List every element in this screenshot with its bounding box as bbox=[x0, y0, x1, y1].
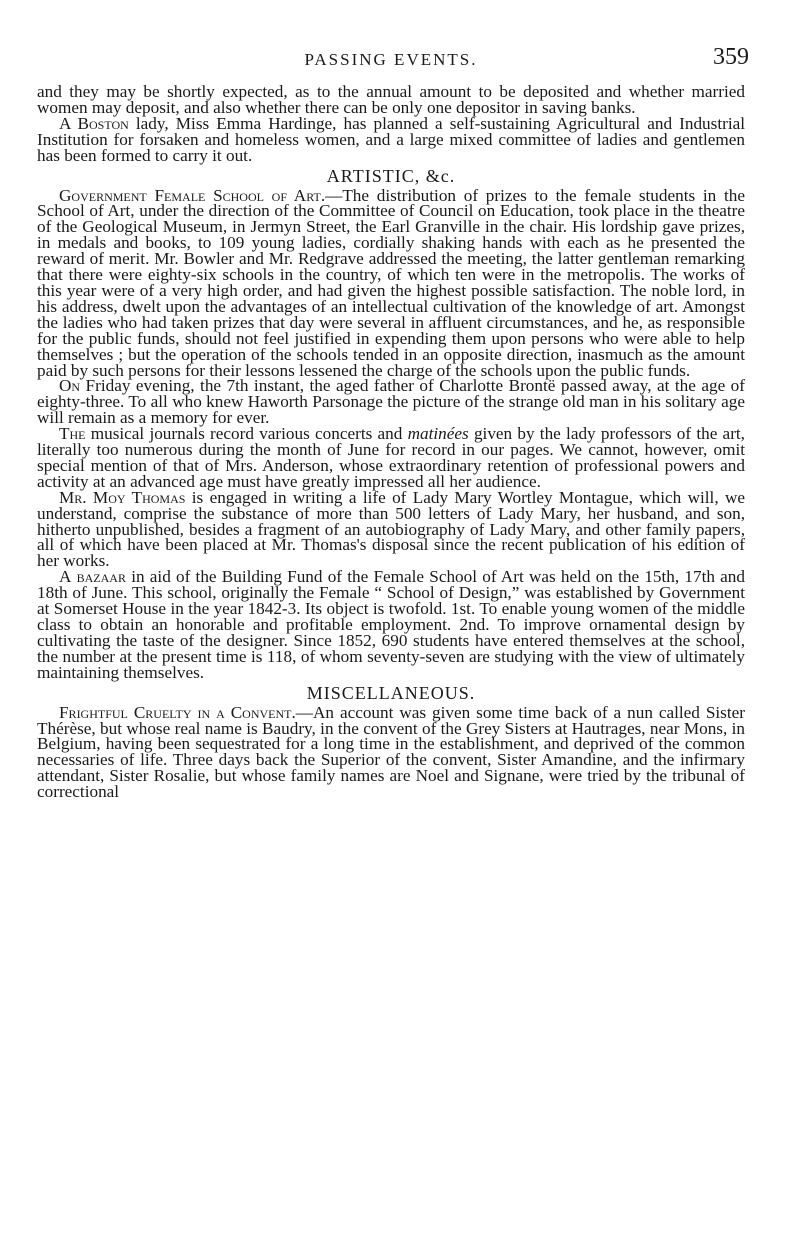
page-number: 359 bbox=[713, 44, 749, 70]
paragraph-lead: Frightful Cruelty in a Convent. bbox=[59, 702, 296, 722]
paragraph-boston-institution bbox=[37, 113, 746, 165]
paragraph-bronte bbox=[37, 378, 745, 426]
paragraph-text: in aid of the Building Fund of the Female School of Art was held on the 15th, 17th and 18th of June. This school, originally the Female “ School of Design,” was established by Government at Somerset House in the year 1842-3. Its object is twofold. 1st. To enable young women of the middle class to obtain an honorable and profitable employment. 2nd. To improve ornamental design by cultivating the taste of the designer. Since 1852, 690 students have entered themselves at the school, the number at the present time is 118, of whom seventy-seven are studying with the view of ultimately maintaining themselves. bbox=[37, 567, 745, 682]
paragraph-text: musical journals record various concerts and bbox=[85, 424, 408, 444]
running-title: PASSING EVENTS. bbox=[304, 50, 478, 69]
paragraph-italic: matinées bbox=[407, 424, 469, 444]
paragraph-bazaar bbox=[37, 569, 745, 680]
page-header bbox=[37, 44, 749, 84]
section-heading-miscellaneous: MISCELLANEOUS. bbox=[306, 682, 476, 703]
paragraph-text: is engaged in writing a life of Lady Mary Wortley Montague, which will, we understand, comprise the substance of more than 500 letters of Lady Mary, her husband, and son, hitherto unpublished, besides a fragment of an autobiography of Lady Mary, and other family papers, all of which have been placed at Mr. Thomas's disposal since the recent publication of his edition of her works. bbox=[37, 487, 746, 571]
paragraph-text: —The distribution of prizes to the female students in the School of Art, under the direction of the Committee of Council on Education, took place in the theatre of the Geological Museum, in Jermyn Street, the Earl Granville in the chair. His lordship gave prizes, in medals and books, to 109 young ladies, cordially shaking hands with each as he presented the reward of merit. Mr. Bowler and Mr. Redgrave addressed the meeting, the latter gentleman remarking that there were eighty-six schools in the country, of which ten were in the metropolis. The works of this year were of a very high order, and had given the highest possible satisfaction. The noble lord, in his address, dwelt upon the advantages of an intellectual cultivation of the knowledge of art. Amongst the ladies who had taken prizes that day were several in affluent circumstances, and he, as responsible for the public funds, should not feel justified in expending them upon persons who were able to help themselves ; but the operation of the schools tended in an opposite direction, inasmuch as the amount paid by such persons for their lessons lessened the charge of the schools upon the public funds. bbox=[37, 185, 745, 380]
paragraph-text: given by the lady professors of the art, literally too numerous during the month of June for record in our pages. We cannot, however, omit special mention of that of Mrs. Anderson, whose extraordinary retention of professional powers and activity at an advanced age must have greatly impressed all her audience. bbox=[37, 424, 745, 491]
section-heading-artistic: ARTISTIC, &c. bbox=[326, 165, 456, 186]
paragraph-text: and they may be shortly expected, as to the annual amount to be deposited and whether married women may deposit, and also whether there can be only one depositor in saving banks. bbox=[37, 82, 745, 117]
paragraph-convent-cruelty bbox=[37, 702, 745, 802]
paragraph-text: —An account was given some time back of a nun called Sister Thérèse, but whose real name is Baudry, in the convent of the Grey Sisters at Hautrages, near Mons, in Belgium, having been sequestrated for a long time in the establishment, and deprived of the common necessaries of life. Three days back the Superior of the convent, Sister Amandine, and the infirmary attendant, Sister Rosalie, but whose family names are Noel and Signane, were tried by the tribunal of correctional bbox=[37, 702, 745, 802]
paragraph-lead: A Boston bbox=[59, 113, 129, 133]
paragraph-female-school-of-art bbox=[37, 185, 745, 380]
page-body bbox=[37, 84, 745, 800]
paragraph-lead: On bbox=[59, 376, 81, 396]
paragraph-musical-journals bbox=[37, 426, 745, 490]
paragraph-savings-banks bbox=[37, 84, 745, 116]
paragraph-moy-thomas bbox=[37, 487, 746, 571]
paragraph-lead: The bbox=[59, 424, 86, 444]
paragraph-lead: Mr. Moy Thomas bbox=[59, 487, 186, 507]
paragraph-lead: bazaar bbox=[71, 567, 126, 587]
paragraph-lead: A bbox=[59, 567, 72, 587]
paragraph-lead: Government Female School of Art. bbox=[59, 185, 326, 205]
paragraph-text: Friday evening, the 7th instant, the aged father of Charlotte Brontë passed away, at the age of eighty-three. To all who knew Haworth Parsonage the picture of the strange old man in his solitary age will remain as a memory for ever. bbox=[37, 376, 745, 428]
paragraph-text: lady, Miss Emma Hardinge, has planned a self-sustaining Agricultural and Industrial Institution for forsaken and homeless women, and a large mixed committee of ladies and gentlemen has been formed to carry it out. bbox=[37, 113, 746, 165]
